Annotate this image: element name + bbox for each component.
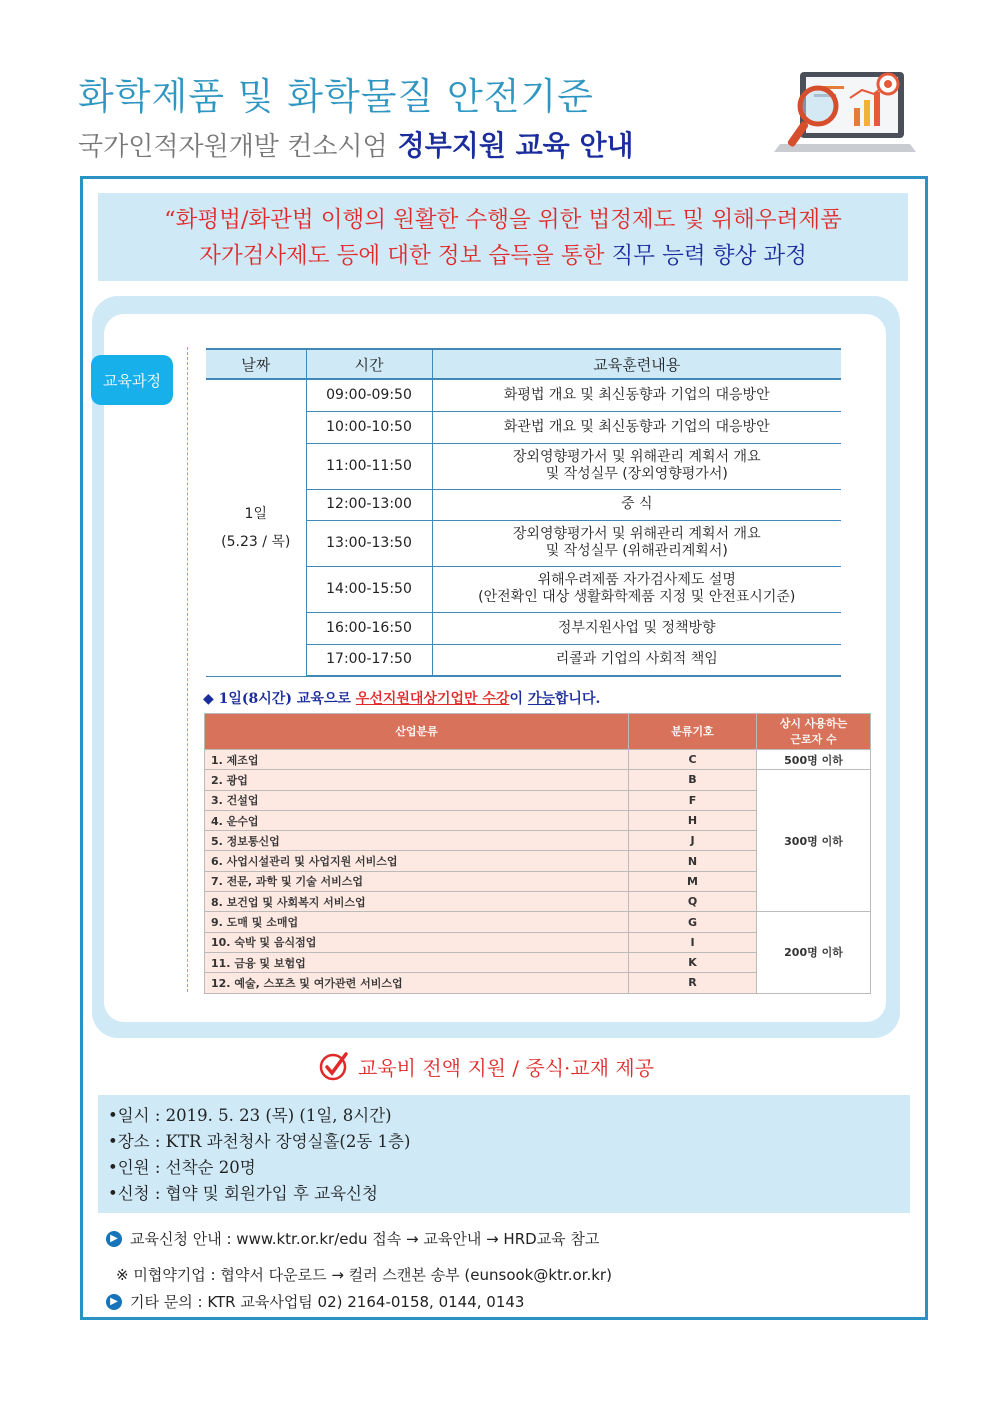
- industry-name: 11. 금융 및 보험업: [205, 952, 629, 972]
- notice-suffix: 합니다.: [554, 691, 601, 707]
- time-cell: 13:00-13:50: [306, 520, 432, 566]
- support-text: 교육비 전액 지원 / 중식·교재 제공: [358, 1055, 655, 1080]
- banner-line1: “화평법/화관법 이행의 원활한 수행을 위한 법정제도 및 위해우려제품: [164, 207, 842, 233]
- content-cell: 정부지원사업 및 정책방향: [432, 612, 841, 644]
- header-date: 날짜: [206, 349, 306, 379]
- content-line2: (안전확인 대상 생활화학제품 지정 및 안전표시기준): [478, 589, 796, 605]
- count-header-line2: 근로자 수: [790, 732, 837, 746]
- industry-code: H: [629, 810, 757, 830]
- industry-name: 2. 광업: [205, 770, 629, 790]
- content-cell: [432, 520, 841, 566]
- content-cell: [432, 566, 841, 612]
- industry-code: F: [629, 790, 757, 810]
- page-subtitle: [78, 124, 634, 164]
- industry-header-row: [205, 714, 871, 750]
- info-capacity: •인원 : 선착순 20명: [108, 1158, 256, 1177]
- worker-count: 500명 이하: [757, 750, 871, 770]
- check-circle-icon: [318, 1050, 350, 1082]
- time-cell: 11:00-11:50: [306, 443, 432, 489]
- content-cell: 화평법 개요 및 최신동향과 기업의 대응방안: [432, 379, 841, 411]
- eligibility-notice: [203, 688, 600, 708]
- content-cell: 리콜과 기업의 사회적 책임: [432, 644, 841, 676]
- industry-name: 12. 예술, 스포츠 및 여가관련 서비스업: [205, 973, 629, 993]
- table-row: [206, 379, 841, 411]
- time-cell: 16:00-16:50: [306, 612, 432, 644]
- time-cell: 10:00-10:50: [306, 411, 432, 443]
- laptop-magnifier-illustration: [770, 64, 920, 160]
- time-cell: 17:00-17:50: [306, 644, 432, 676]
- industry-code: J: [629, 831, 757, 851]
- course-banner: [98, 193, 908, 281]
- schedule-table: [206, 348, 841, 677]
- footer-nonmember: [116, 1264, 612, 1285]
- industry-code: Q: [629, 892, 757, 912]
- industry-name: 3. 건설업: [205, 790, 629, 810]
- time-cell: 09:00-09:50: [306, 379, 432, 411]
- content-cell: 중 식: [432, 489, 841, 520]
- banner-line2: [98, 238, 908, 274]
- industry-name: 5. 정보통신업: [205, 831, 629, 851]
- footer-nonmember-text: ※ 미협약기업 : 협약서 다운로드 → 컬러 스캔본 송부 (eunsook@ktr.or.kr): [116, 1266, 612, 1284]
- worker-count: 300명 이하: [757, 770, 871, 912]
- header-content: 교육훈련내용: [432, 349, 841, 379]
- course-tag: 교육과정: [91, 355, 173, 405]
- industry-name: 1. 제조업: [205, 750, 629, 770]
- banner-line2-navy: 직무 능력 향상 과정: [611, 243, 807, 269]
- industry-code: M: [629, 871, 757, 891]
- info-date: •일시 : 2019. 5. 23 (목) (1일, 8시간): [108, 1106, 392, 1125]
- time-cell: 14:00-15:50: [306, 566, 432, 612]
- content-line1: 장외영향평가서 및 위해관리 계획서 개요: [512, 526, 761, 542]
- schedule-header-row: [206, 349, 841, 379]
- content-line1: 위해우려제품 자가검사제도 설명: [537, 572, 736, 588]
- industry-name: 9. 도매 및 소매업: [205, 912, 629, 932]
- day-date: (5.23 / 목): [221, 533, 291, 550]
- footer-contact: [106, 1291, 524, 1312]
- day-label: 1일: [244, 505, 267, 522]
- industry-header-name: 산업분류: [205, 714, 629, 750]
- divider-line: [187, 347, 188, 992]
- industry-code: I: [629, 932, 757, 952]
- industry-name: 10. 숙박 및 음식점업: [205, 932, 629, 952]
- industry-name: 8. 보건업 및 사회복지 서비스업: [205, 892, 629, 912]
- page-title: 화학제품 및 화학물질 안전기준: [78, 75, 594, 118]
- industry-code: N: [629, 851, 757, 871]
- day-cell: [206, 379, 306, 676]
- content-line2: 및 작성실무 (위해관리계획서): [545, 543, 728, 559]
- content-cell: [432, 443, 841, 489]
- industry-name: 6. 사업시설관리 및 사업지원 서비스업: [205, 851, 629, 871]
- industry-header-code: 분류기호: [629, 714, 757, 750]
- table-row: [205, 770, 871, 790]
- industry-code: R: [629, 973, 757, 993]
- footer-contact-text: 기타 문의 : KTR 교육사업팀 02) 2164-0158, 0144, 0143: [130, 1293, 525, 1311]
- table-row: [205, 912, 871, 932]
- header-time: 시간: [306, 349, 432, 379]
- industry-code: C: [629, 750, 757, 770]
- industry-code: K: [629, 952, 757, 972]
- arrow-circle-icon: ▶: [106, 1231, 122, 1247]
- notice-prefix: ◆ 1일(8시간) 교육으로: [203, 691, 356, 707]
- notice-underline: 가능: [527, 691, 555, 707]
- time-cell: 12:00-13:00: [306, 489, 432, 520]
- worker-count: 200명 이하: [757, 912, 871, 993]
- industry-code: B: [629, 770, 757, 790]
- industry-header-count: [757, 714, 871, 750]
- event-info: [98, 1095, 910, 1213]
- banner-line2-red: 자가검사제도 등에 대한 정보 습득을 통한: [199, 243, 605, 269]
- subtitle-text: 국가인적자원개발 컨소시엄: [78, 132, 388, 162]
- notice-highlight: 우선지원대상기업만 수강: [355, 691, 510, 707]
- support-line: [318, 1050, 654, 1082]
- table-row: [205, 750, 871, 770]
- industry-code: G: [629, 912, 757, 932]
- count-header-line1: 상시 사용하는: [779, 716, 848, 730]
- info-place: •장소 : KTR 과천청사 장영실홀(2동 1층): [108, 1132, 411, 1151]
- industry-table: [204, 713, 871, 994]
- footer-apply: [106, 1228, 599, 1249]
- footer-apply-text: 교육신청 안내 : www.ktr.or.kr/edu 접속 → 교육안내 → HRD교육 참고: [130, 1230, 600, 1248]
- content-line2: 및 작성실무 (장외영향평가서): [545, 466, 728, 482]
- subtitle-strong: 정부지원 교육 안내: [397, 129, 634, 162]
- notice-mid: 이: [509, 691, 528, 707]
- content-line1: 장외영향평가서 및 위해관리 계획서 개요: [512, 449, 761, 465]
- industry-name: 4. 운수업: [205, 810, 629, 830]
- industry-name: 7. 전문, 과학 및 기술 서비스업: [205, 871, 629, 891]
- arrow-circle-icon: ▶: [106, 1294, 122, 1310]
- content-cell: 화관법 개요 및 최신동향과 기업의 대응방안: [432, 411, 841, 443]
- info-apply: •신청 : 협약 및 회원가입 후 교육신청: [108, 1184, 378, 1203]
